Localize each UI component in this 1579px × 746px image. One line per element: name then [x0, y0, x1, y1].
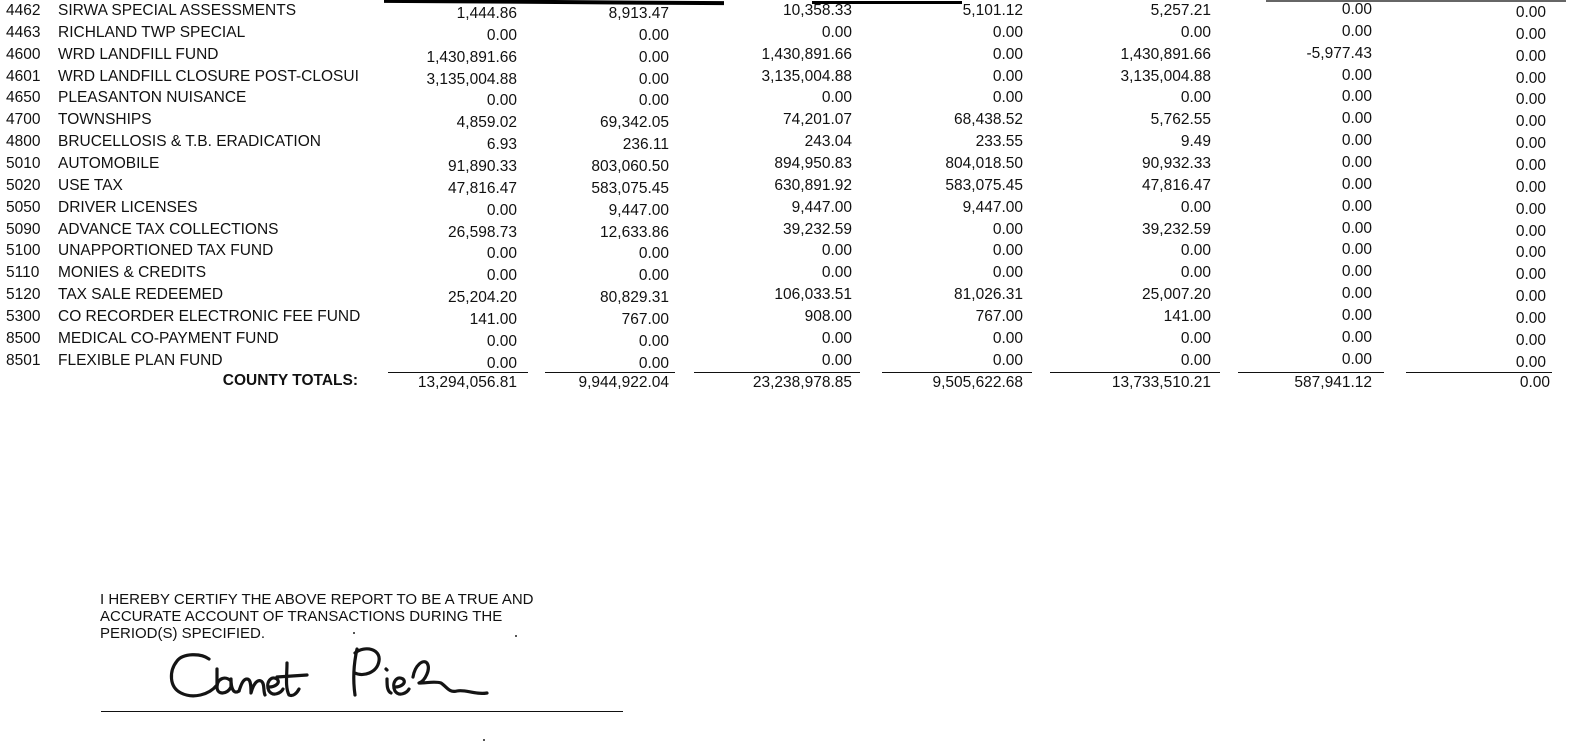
amount-c6: 0.00: [1341, 153, 1372, 171]
fund-name: TAX SALE REDEEMED: [58, 286, 224, 304]
amount-c2: 0.00: [638, 267, 669, 285]
amount-c5: 0.00: [1180, 329, 1211, 347]
fund-number: 5010: [6, 154, 41, 172]
amount-c1: 0.00: [486, 267, 517, 285]
fund-number: 4462: [6, 2, 41, 19]
amount-c2: 80,829.31: [600, 289, 669, 307]
county-totals-row: [0, 370, 1579, 392]
table-row: [0, 87, 1579, 109]
total-c6: 587,941.12: [1294, 374, 1372, 391]
table-row: [0, 328, 1579, 350]
amount-c7: 0.00: [1515, 178, 1546, 196]
total-c7: 0.00: [1519, 374, 1550, 391]
amount-c7: 0.00: [1515, 222, 1546, 240]
scan-speck: [515, 635, 517, 637]
table-row: [0, 197, 1579, 219]
total-c4: 9,505,622.68: [932, 374, 1023, 391]
amount-c5: 90,932.33: [1142, 154, 1211, 172]
amount-c7: 0.00: [1515, 69, 1546, 87]
amount-c7: 0.00: [1515, 47, 1546, 65]
amount-c1: 91,890.33: [448, 157, 517, 175]
fund-number: 4800: [6, 133, 41, 151]
amount-c5: 5,257.21: [1150, 2, 1211, 19]
amount-c2: 0.00: [638, 245, 669, 263]
amount-c5: 0.00: [1180, 242, 1211, 260]
amount-c1: 0.00: [486, 201, 517, 219]
amount-c7: 0.00: [1515, 288, 1546, 306]
certification-line-2: ACCURATE ACCOUNT OF TRANSACTIONS DURING THE: [100, 608, 503, 625]
amount-c7: 0.00: [1515, 309, 1546, 327]
amount-c3: 74,201.07: [783, 111, 852, 129]
fund-name: FLEXIBLE PLAN FUND: [58, 351, 223, 369]
amount-c6: 0.00: [1341, 132, 1372, 150]
amount-c6: 0.00: [1341, 285, 1372, 303]
amount-c6: 0.00: [1341, 328, 1372, 346]
amount-c3: 0.00: [821, 351, 852, 369]
certification-line-3: PERIOD(S) SPECIFIED.: [100, 625, 266, 642]
table-row: [0, 306, 1579, 328]
fund-name: CO RECORDER ELECTRONIC FEE FUND: [58, 307, 361, 325]
fund-number: 4700: [6, 111, 41, 129]
amount-c1: 26,598.73: [448, 223, 517, 241]
amount-c1: 0.00: [486, 354, 517, 372]
table-row: [0, 240, 1579, 262]
fund-number: 5110: [6, 264, 40, 282]
fund-name: RICHLAND TWP SPECIAL: [58, 23, 246, 41]
amount-c3: 0.00: [821, 89, 852, 107]
amount-c7: 0.00: [1515, 135, 1546, 153]
amount-c4: 5,101.12: [962, 2, 1023, 19]
scan-speck: [483, 739, 485, 741]
amount-c3: 0.00: [821, 23, 852, 41]
amount-c3: 39,232.59: [783, 220, 852, 238]
amount-c1: 1,430,891.66: [426, 48, 517, 66]
fund-number: 5050: [6, 198, 41, 216]
amount-c7: 0.00: [1515, 4, 1546, 21]
amount-c6: 0.00: [1341, 88, 1372, 106]
fund-name: MONIES & CREDITS: [58, 264, 207, 282]
fund-number: 5300: [6, 307, 41, 325]
fund-name: AUTOMOBILE: [58, 154, 160, 172]
table-row: [0, 219, 1579, 241]
amount-c3: 3,135,004.88: [761, 67, 852, 85]
fund-name: ADVANCE TAX COLLECTIONS: [58, 220, 279, 238]
amount-c5: 9.49: [1180, 133, 1211, 151]
fund-name: WRD LANDFILL FUND: [58, 45, 219, 63]
amount-c4: 0.00: [992, 67, 1023, 85]
amount-c7: 0.00: [1515, 200, 1546, 218]
amount-c3: 106,033.51: [774, 286, 852, 304]
table-row: [0, 175, 1579, 197]
amount-c5: 141.00: [1163, 307, 1211, 325]
amount-c3: 0.00: [821, 242, 852, 260]
amount-c2: 0.00: [638, 92, 669, 110]
amount-c2: 8,913.47: [608, 5, 669, 22]
amount-c6: 0.00: [1341, 306, 1372, 324]
amount-c1: 141.00: [469, 310, 517, 328]
amount-c2: 12,633.86: [600, 223, 669, 241]
amount-c4: 233.55: [975, 133, 1023, 151]
amount-c1: 4,859.02: [456, 114, 517, 132]
amount-c7: 0.00: [1515, 113, 1546, 131]
fund-name: PLEASANTON NUISANCE: [58, 89, 247, 107]
handwritten-signature: [165, 641, 525, 721]
amount-c2: 236.11: [622, 136, 669, 154]
fund-name: WRD LANDFILL CLOSURE POST-CLOSUI: [58, 67, 359, 85]
amount-c5: 0.00: [1180, 198, 1211, 216]
amount-c6: 0.00: [1341, 263, 1372, 281]
table-row: [0, 350, 1579, 372]
amount-c4: 0.00: [992, 242, 1023, 260]
fund-name: DRIVER LICENSES: [58, 198, 198, 216]
amount-c1: 0.00: [486, 332, 517, 350]
table-row: [0, 153, 1579, 175]
amount-c1: 0.00: [486, 26, 517, 44]
fund-name: SIRWA SPECIAL ASSESSMENTS: [58, 2, 297, 19]
signature-line: [101, 711, 623, 712]
amount-c4: 0.00: [992, 329, 1023, 347]
amount-c6: 0.00: [1341, 219, 1372, 237]
amount-c2: 0.00: [638, 354, 669, 372]
amount-c6: -5,977.43: [1306, 44, 1372, 62]
scan-speck: [353, 632, 355, 634]
amount-c3: 0.00: [821, 264, 852, 282]
amount-c7: 0.00: [1515, 91, 1546, 109]
fund-name: MEDICAL CO-PAYMENT FUND: [58, 329, 279, 347]
amount-c2: 0.00: [638, 26, 669, 44]
amount-c5: 0.00: [1180, 89, 1211, 107]
amount-c4: 68,438.52: [954, 111, 1023, 129]
total-c5: 13,733,510.21: [1111, 374, 1211, 391]
table-row: [0, 0, 1579, 22]
amount-c3: 9,447.00: [791, 198, 852, 216]
amount-c6: 0.00: [1341, 175, 1372, 193]
fund-number: 4650: [6, 89, 41, 107]
fund-number: 5100: [6, 242, 41, 260]
amount-c5: 47,816.47: [1142, 176, 1211, 194]
amount-c2: 767.00: [621, 310, 669, 328]
amount-c7: 0.00: [1515, 331, 1546, 349]
amount-c4: 0.00: [992, 264, 1023, 282]
amount-c4: 0.00: [992, 45, 1023, 63]
total-c1: 13,294,056.81: [417, 374, 517, 391]
amount-c1: 47,816.47: [448, 179, 517, 197]
amount-c5: 3,135,004.88: [1120, 67, 1211, 85]
fund-number: 5120: [6, 286, 41, 304]
amount-c2: 0.00: [638, 332, 669, 350]
amount-c2: 803,060.50: [591, 157, 669, 175]
amount-c6: 0.00: [1341, 350, 1372, 368]
amount-c5: 5,762.55: [1150, 111, 1211, 129]
fund-number: 5020: [6, 176, 41, 194]
amount-c2: 0.00: [638, 70, 669, 88]
amount-c2: 0.00: [638, 48, 669, 66]
fund-name: TOWNSHIPS: [58, 111, 152, 129]
amount-c4: 804,018.50: [945, 154, 1023, 172]
amount-c7: 0.00: [1515, 156, 1546, 174]
amount-c6: 0.00: [1341, 110, 1372, 128]
table-row: [0, 262, 1579, 284]
amount-c7: 0.00: [1515, 266, 1546, 284]
amount-c3: 894,950.83: [774, 154, 852, 172]
fund-number: 4600: [6, 45, 41, 63]
fund-name: BRUCELLOSIS & T.B. ERADICATION: [58, 133, 321, 151]
table-row: [0, 131, 1579, 153]
amount-c3: 908.00: [804, 307, 852, 325]
amount-c4: 583,075.45: [945, 176, 1023, 194]
amount-c4: 0.00: [992, 23, 1023, 41]
amount-c4: 0.00: [992, 351, 1023, 369]
amount-c2: 583,075.45: [591, 179, 669, 197]
amount-c5: 0.00: [1180, 264, 1211, 282]
amount-c3: 630,891.92: [774, 176, 852, 194]
amount-c5: 0.00: [1180, 23, 1211, 41]
table-row: [0, 109, 1579, 131]
amount-c1: 1,444.86: [456, 5, 517, 22]
amount-c2: 69,342.05: [600, 114, 669, 132]
amount-c5: 39,232.59: [1142, 220, 1211, 238]
amount-c6: 0.00: [1341, 1, 1372, 18]
amount-c4: 9,447.00: [962, 198, 1023, 216]
table-row: [0, 66, 1579, 88]
fund-number: 4601: [6, 67, 41, 85]
amount-c1: 0.00: [486, 92, 517, 110]
amount-c4: 0.00: [992, 89, 1023, 107]
total-c3: 23,238,978.85: [752, 374, 852, 391]
table-row: [0, 284, 1579, 306]
table-row: [0, 22, 1579, 44]
amount-c7: 0.00: [1515, 25, 1546, 43]
amount-c1: 0.00: [486, 245, 517, 263]
certification-statement: [100, 591, 533, 642]
amount-c4: 767.00: [975, 307, 1023, 325]
amount-c3: 0.00: [821, 329, 852, 347]
amount-c4: 81,026.31: [954, 286, 1023, 304]
fund-number: 5090: [6, 220, 41, 238]
county-totals-label: COUNTY TOTALS:: [222, 372, 358, 389]
amount-c6: 0.00: [1341, 241, 1372, 259]
amount-c5: 0.00: [1180, 351, 1211, 369]
amount-c1: 3,135,004.88: [426, 70, 517, 88]
fund-name: USE TAX: [58, 176, 123, 194]
fund-number: 4463: [6, 23, 41, 41]
amount-c1: 6.93: [486, 136, 517, 154]
amount-c3: 243.04: [804, 133, 852, 151]
amount-c7: 0.00: [1515, 244, 1546, 262]
fund-number: 8500: [6, 329, 41, 347]
amount-c5: 25,007.20: [1142, 286, 1211, 304]
total-c2: 9,944,922.04: [578, 374, 669, 391]
amount-c6: 0.00: [1341, 197, 1372, 215]
fund-name: UNAPPORTIONED TAX FUND: [58, 242, 274, 260]
amount-c3: 1,430,891.66: [761, 45, 852, 63]
table-row: [0, 44, 1579, 66]
amount-c2: 9,447.00: [608, 201, 669, 219]
amount-c3: 10,358.33: [783, 2, 852, 19]
amount-c6: 0.00: [1341, 66, 1372, 84]
amount-c4: 0.00: [992, 220, 1023, 238]
amount-c5: 1,430,891.66: [1120, 45, 1211, 63]
fund-number: 8501: [6, 351, 41, 369]
amount-c6: 0.00: [1341, 22, 1372, 40]
amount-c7: 0.00: [1515, 353, 1546, 371]
certification-line-1: I HEREBY CERTIFY THE ABOVE REPORT TO BE A TRUE AND: [100, 591, 534, 608]
amount-c1: 25,204.20: [448, 289, 517, 307]
